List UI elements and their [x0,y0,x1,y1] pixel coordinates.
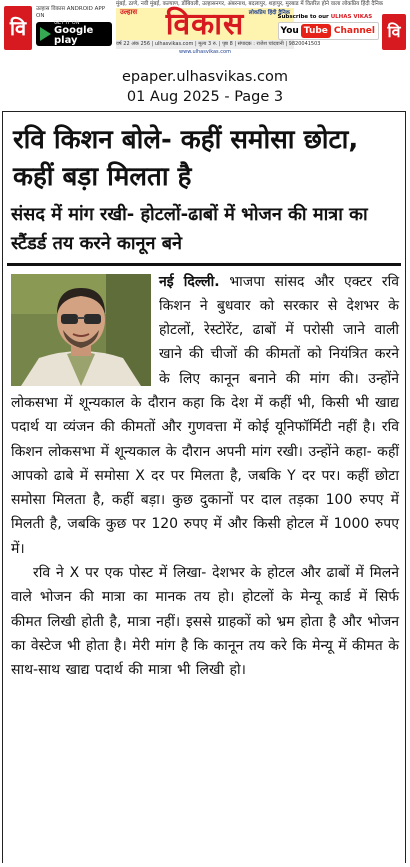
google-play-button[interactable] [36,19,112,47]
article-headline: रवि किशन बोले- कहीं समोसा छोटा, कहीं बड़ा मिलता है [13,125,359,192]
article-dateline: नई दिल्ली. [159,273,220,290]
subscribe-brand: ULHAS VIKAS [330,14,373,20]
article-paragraph-2: रवि ने X पर एक पोस्ट में लिखा- देशभर के होटल और ढाबों में मिलने वाले भोजन की मात्रा का मानक तय हो। होटलों के मेन्यू कार्ड में सिर्फ कीमत लिखी होती है, मात्रा नहीं। इससे ग्राहकों को भ्रम होता है और भोजन का वेस्टेज भी होता है। मेरी मांग है कि कानून तय करे कि मेन्यू में कीमत के साथ-साथ खाद्य पदार्थ की मात्रा भी लिखी हो। [11,565,399,679]
brand-badge-mark: वि [9,16,27,40]
nameplate-infobar: वर्ष 22 अंक 256 | ulhasvikas.com | मूल्य 3 रु. | पृष्ठ 8 | संपादक : राजेश चांदवानी | 9820041503 [116,41,321,47]
app-download [36,6,112,50]
app-note: उल्हास विकास ANDROID APP ON [36,6,106,19]
masthead-right [278,14,406,50]
portrait-image [11,274,151,386]
nameplate-tagline: मुंबई, ठाणे, नवी मुंबई, कल्याण, डोंबिवली, उल्हासनगर, अंबरनाथ, बदलापुर, शहापुर, मुरबाड में वितरित होने वाला लोकप्रिय हिंदी दैनिक [116,1,384,7]
masthead [0,0,410,62]
google-play-small-label: GET IT ON [54,19,80,26]
article-subheadline: संसद में मांग रखी- होटलों-ढाबों में भोजन की मात्रा का स्टैंडर्ड तय करने कानून बने [11,204,368,254]
nameplate-prefix: उल्हास [120,8,138,16]
newspaper-title: विकास [165,7,245,42]
nameplate-website[interactable]: www.ulhasvikas.com [179,49,231,55]
subscribe-text [278,14,373,20]
brand-badge-logo[interactable] [4,6,32,50]
youtube-promo [278,14,379,40]
edition-date: 01 Aug 2025 - Page 3 [126,89,284,105]
google-play-text [54,21,108,47]
google-play-icon [40,27,51,41]
epaper-url[interactable]: epaper.ulhasvikas.com [122,69,288,85]
article-paragraph-1-text: भाजपा सांसद और एक्टर रवि किशन ने बुधवार को सरकार से देशभर के होटलों, रेस्टोरेंट, ढाबों में परोसी जाने वाली खाने की चीजों की कीमतों को नियंत्रित करने के लिए कानून बनाने की मांग की। उन्होंने लोकसभा में शून्यकाल के दौरान कहा कि देश में कहीं भी, किसी भी खाद्य पदार्थ या व्यंजन की कीमतों और गुणवत्ता में कोई यूनिफॉर्मिटी नहीं है। रवि किशन लोकसभा में शून्यकाल के दौरान अपनी मांग रखी। उन्होंने कहा- कहीं आपको ढाबे में समोसा X दर पर मिलता है, जबकि Y दर पर। कहीं छोटा समोसा मिलता है, कहीं बड़ा। कुछ दुकानों पर दाल तड़का 100 रुपए में मिलती है, जबकि कुछ पर 120 रुपए में और किसी होटल में 1000 रुपए में। [11,273,399,557]
brand-badge-mark-right: वि [387,22,401,41]
subscribe-prefix: Subscribe to our [277,14,329,20]
article-body [3,266,405,683]
brand-badge-logo-right[interactable] [382,14,406,50]
nameplate-title-row [116,8,294,40]
google-play-label: Google play [54,24,94,47]
article-photo [11,274,151,386]
epaper-meta [0,62,410,107]
youtube-channel-button[interactable] [278,22,379,40]
youtube-channel-label: Channel [333,26,375,36]
nameplate-subtag: लोकप्रिय हिंदी दैनिक [248,10,290,16]
article-clipping [2,111,406,863]
youtube-you-label: You [280,26,299,36]
youtube-tube-label: Tube [301,24,331,38]
masthead-left [4,6,112,50]
